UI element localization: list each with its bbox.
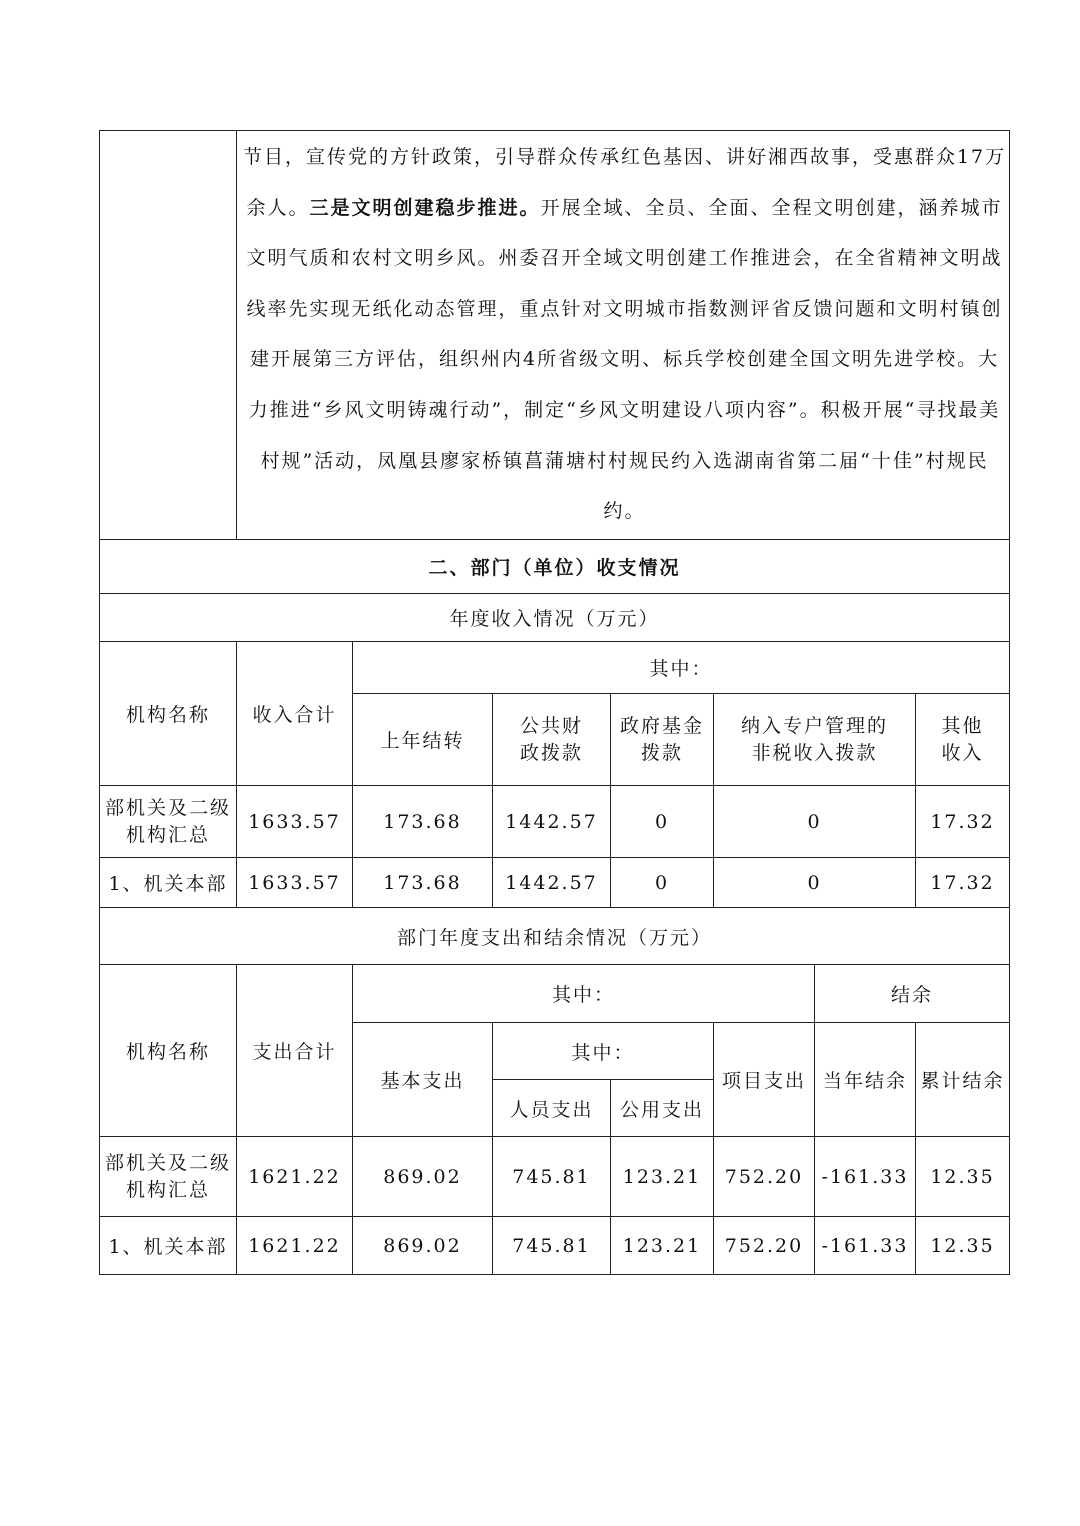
- expense-cell-public: 123.21: [611, 1217, 714, 1275]
- narrative-row: [100, 131, 1010, 540]
- income-cell-total: 1633.57: [237, 858, 353, 908]
- expense-header-year-balance: 当年结余: [815, 1023, 916, 1137]
- income-header-nontax: 纳入专户管理的 非税收入拨款: [714, 694, 916, 786]
- expense-header-public: 公用支出: [611, 1080, 714, 1137]
- expense-cell-cum-balance: 12.35: [916, 1137, 1010, 1217]
- expense-header-cum-balance: 累计结余: [916, 1023, 1010, 1137]
- narrative-label-cell: [100, 131, 237, 540]
- expense-cell-project: 752.20: [714, 1217, 815, 1275]
- narrative-bold-heading: 三是文明创建稳步推进。: [309, 196, 541, 219]
- expense-header-among: 其中：: [353, 965, 815, 1023]
- expense-cell-total: 1621.22: [237, 1137, 353, 1217]
- expense-cell-cum-balance: 12.35: [916, 1217, 1010, 1275]
- expense-row-name: 部机关及二级 机构汇总: [100, 1137, 237, 1217]
- income-cell-nontax: 0: [714, 858, 916, 908]
- income-header-total: 收入合计: [237, 642, 353, 786]
- income-cell-nontax: 0: [714, 786, 916, 858]
- income-row-name: 1、机关本部: [100, 858, 237, 908]
- income-header-among: 其中：: [353, 642, 1010, 694]
- expense-title: 部门年度支出和结余情况（万元）: [100, 908, 1010, 965]
- income-row-summary: [100, 786, 1010, 858]
- expense-cell-year-balance: -161.33: [815, 1137, 916, 1217]
- expense-cell-basic: 869.02: [353, 1217, 493, 1275]
- section-title: 二、部门（单位）收支情况: [100, 540, 1010, 594]
- income-cell-other: 17.32: [916, 786, 1010, 858]
- income-cell-prev: 173.68: [353, 786, 493, 858]
- expense-header-personnel: 人员支出: [493, 1080, 611, 1137]
- expense-cell-basic: 869.02: [353, 1137, 493, 1217]
- income-cell-fiscal: 1442.57: [493, 786, 611, 858]
- income-title: 年度收入情况（万元）: [100, 594, 1010, 642]
- narrative-text-2: 开展全域、全员、全面、全程文明创建，涵养城市文明气质和农村文明乡风。州委召开全域文明创建工作推进会，在全省精神文明战线率先实现无纸化动态管理，重点针对文明城市指数测评省反馈问题和文明村镇创建开展第三方评估，组织州内4所省级文明、标兵学校创建全国文明先进学校。大力推进“乡风文明铸魂行动”，制定“乡风文明建设八项内容”。积极开展“寻找最美村规”活动，凤凰县廖家桥镇菖蒲塘村村规民约入选湖南省第二届“十佳”村规民约。: [246, 196, 1003, 523]
- expense-cell-year-balance: -161.33: [815, 1217, 916, 1275]
- expense-header-project: 项目支出: [714, 1023, 815, 1137]
- income-header-fund: 政府基金 拨款: [611, 694, 714, 786]
- income-cell-prev: 173.68: [353, 858, 493, 908]
- expense-row-summary: [100, 1137, 1010, 1217]
- income-cell-other: 17.32: [916, 858, 1010, 908]
- expense-cell-total: 1621.22: [237, 1217, 353, 1275]
- expense-cell-personnel: 745.81: [493, 1217, 611, 1275]
- budget-table: [99, 130, 1010, 1275]
- income-header-other: 其他 收入: [916, 694, 1010, 786]
- income-cell-fund: 0: [611, 858, 714, 908]
- expense-header-balance: 结余: [815, 965, 1010, 1023]
- expense-row-name: 1、机关本部: [100, 1217, 237, 1275]
- expense-header-basic: 基本支出: [353, 1023, 493, 1137]
- income-row-name: 部机关及二级 机构汇总: [100, 786, 237, 858]
- expense-row-hq: [100, 1217, 1010, 1275]
- expense-cell-public: 123.21: [611, 1137, 714, 1217]
- narrative-text-1: 节目，宣传党的方针政策，引导群众传承红色基因、讲好湘西故事，受惠群众17万余人。: [242, 146, 1007, 219]
- income-header-fiscal: 公共财 政拨款: [493, 694, 611, 786]
- expense-header-among2: 其中：: [493, 1023, 714, 1080]
- expense-cell-project: 752.20: [714, 1137, 815, 1217]
- income-row-hq: [100, 858, 1010, 908]
- income-cell-fund: 0: [611, 786, 714, 858]
- expense-header-org: 机构名称: [100, 965, 237, 1137]
- income-cell-total: 1633.57: [237, 786, 353, 858]
- narrative-paragraph: [237, 131, 1010, 540]
- income-header-org: 机构名称: [100, 642, 237, 786]
- expense-header-total: 支出合计: [237, 965, 353, 1137]
- expense-cell-personnel: 745.81: [493, 1137, 611, 1217]
- income-header-prev: 上年结转: [353, 694, 493, 786]
- income-cell-fiscal: 1442.57: [493, 858, 611, 908]
